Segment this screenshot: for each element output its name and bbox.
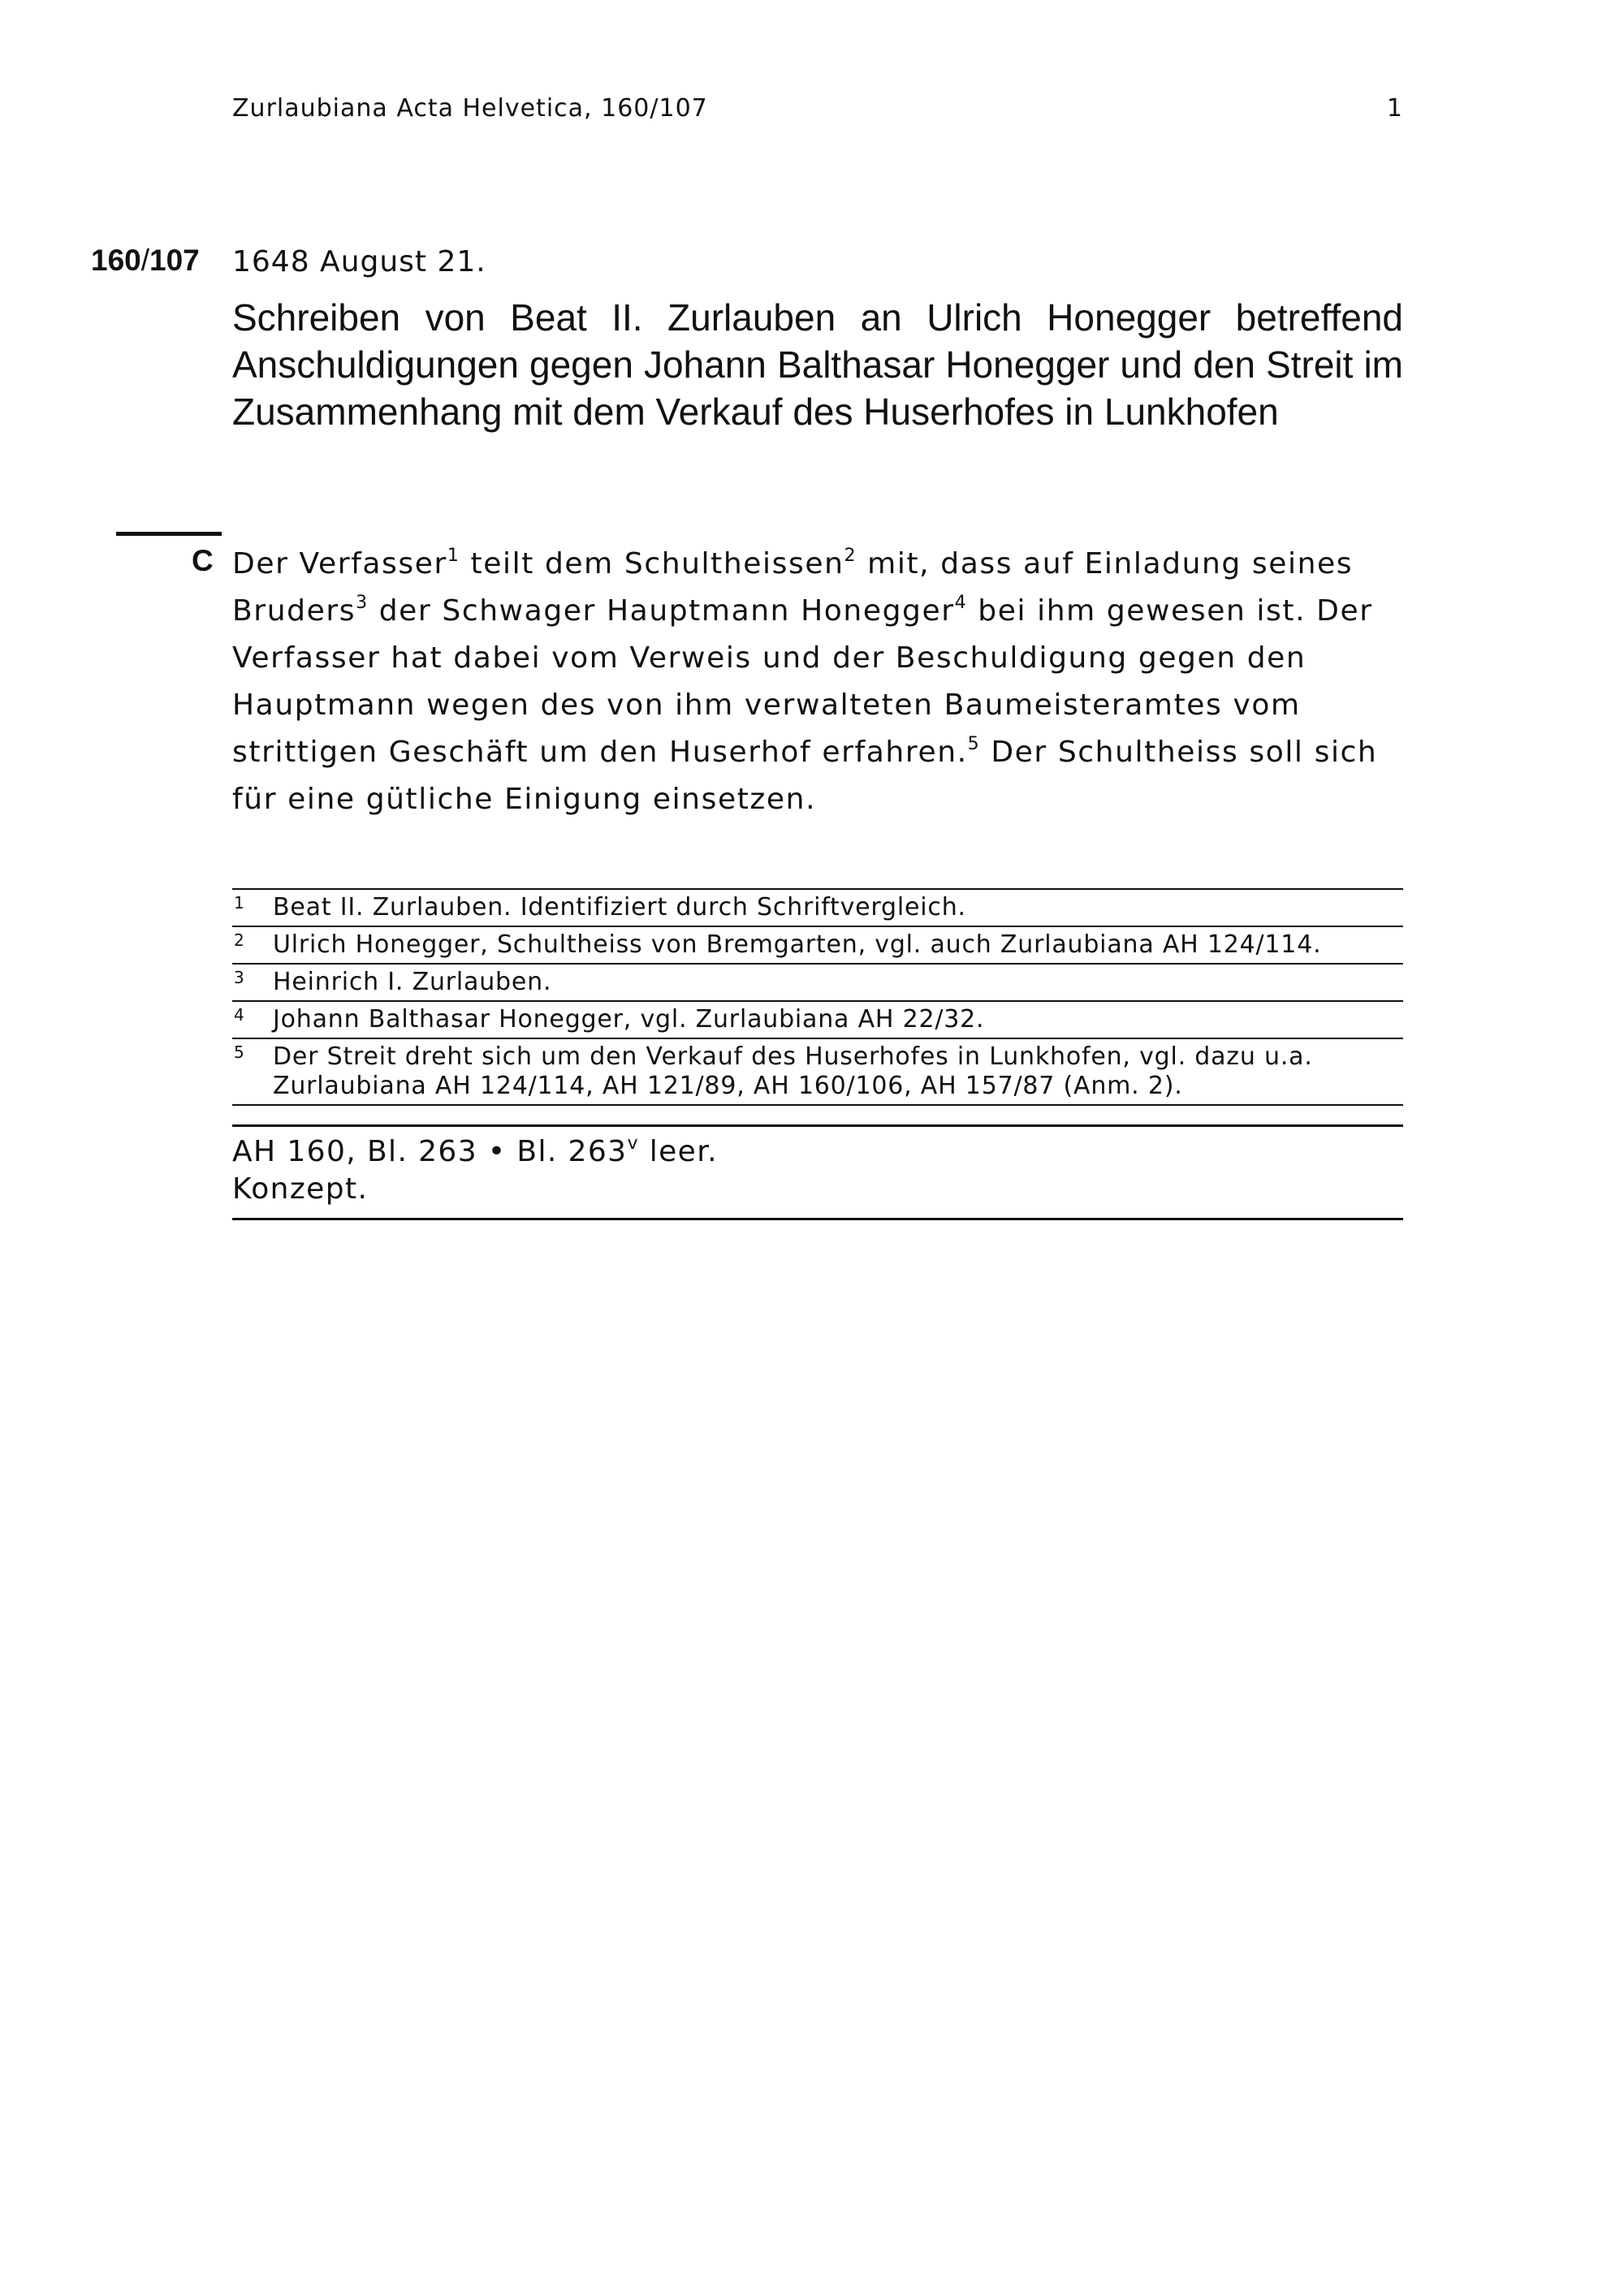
source-block [232, 1124, 1403, 1220]
footnote-ref[interactable]: 1 [447, 546, 460, 566]
document-number [91, 244, 200, 278]
source-type: Konzept. [232, 1172, 369, 1206]
footnote-number: 5 [234, 1042, 245, 1062]
footnote [232, 965, 1403, 1002]
abstract-text: Der Schultheiss soll sich für eine gütliche Einigung einsetzen. [232, 736, 1378, 816]
margin-rule [116, 532, 222, 536]
footnote-ref[interactable]: 4 [954, 593, 968, 613]
footnote-text: Ulrich Honegger, Schultheiss von Bremgarten, vgl. auch Zurlaubiana AH 124/114. [273, 930, 1322, 959]
footnote-text: Der Streit dreht sich um den Verkauf des Huserhofes in Lunkhofen, vgl. dazu u.a. Zurlaubiana AH 124/114, AH 121/89, AH 160/106, AH 157/87 (Anm. 2). [273, 1042, 1313, 1100]
abstract-paragraph [232, 541, 1403, 823]
abstract-text: der Schwager Hauptmann Honegger [368, 594, 955, 628]
abstract-text: teilt dem Schultheissen [460, 547, 844, 580]
document-number-slash: / [140, 244, 150, 277]
running-header [232, 94, 1403, 123]
abstract-text: mit, dass auf Einladung seines Bruders [232, 547, 1354, 628]
footnote [232, 927, 1403, 965]
abstract-text: Der Verfasser [232, 547, 447, 580]
footnote-number: 3 [234, 968, 245, 987]
footnote-number: 4 [234, 1005, 245, 1025]
abstract-text: bei ihm gewesen ist. Der Verfasser hat dabei vom Verweis und der Beschuldigung gegen den Hauptmann wegen des von ihm verwalteten Baumeisteramtes vom strittigen Geschäft um den Huserhof erfahren. [232, 594, 1373, 769]
document-number-sub: 107 [149, 244, 200, 277]
document-number-main: 160 [91, 244, 141, 277]
footnote-ref[interactable]: 2 [844, 546, 857, 566]
document-date: 1648 August 21. [232, 245, 486, 278]
footnote-number: 1 [234, 893, 245, 913]
source-text: leer. [638, 1135, 718, 1168]
running-title: Zurlaubiana Acta Helvetica, 160/107 [232, 94, 708, 123]
footnote-text: Johann Balthasar Honegger, vgl. Zurlaubiana AH 22/32. [273, 1005, 985, 1034]
footnote [232, 1039, 1403, 1106]
document-type-letter: C [192, 544, 214, 577]
document-title: Schreiben von Beat II. Zurlauben an Ulrich Honegger betreffend Anschuldigungen gegen Johann Balthasar Honegger und den Streit im Zusammenhang mit dem Verkauf des Huserhofes in Lunkhofen [232, 296, 1403, 433]
source-text: AH 160, Bl. 263 • Bl. 263 [232, 1135, 628, 1168]
footnote-ref[interactable]: 5 [967, 734, 981, 754]
footnotes [232, 888, 1403, 1106]
verso-mark: v [627, 1133, 639, 1154]
footnote [232, 890, 1403, 927]
footnote-text: Beat II. Zurlauben. Identifiziert durch Schriftvergleich. [273, 893, 966, 921]
footnote-text: Heinrich I. Zurlauben. [273, 968, 552, 996]
page-number: 1 [1386, 94, 1403, 123]
footnote-number: 2 [234, 930, 245, 950]
footnote-ref[interactable]: 3 [356, 593, 369, 613]
footnote [232, 1002, 1403, 1039]
source-reference [232, 1133, 1403, 1171]
